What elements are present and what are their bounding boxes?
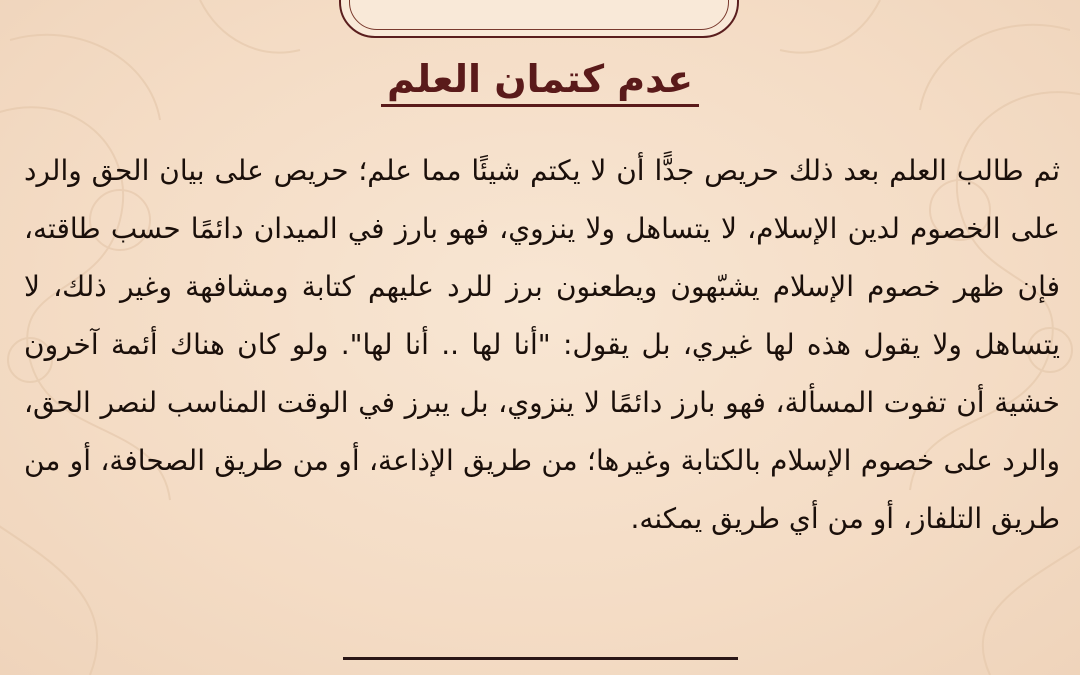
- title-banner-frame: [339, 0, 739, 38]
- footer-divider: [343, 657, 738, 660]
- section-heading: [0, 56, 1080, 107]
- body-paragraph: ثم طالب العلم بعد ذلك حريص جدًّا أن لا يكتم شيئًا مما علم؛ حريص على بيان الحق والرد على الخصوم لدين الإسلام، لا يتساهل ولا ينزوي، فهو بارز في الميدان دائمًا حسب طاقته، فإن ظهر خصوم الإسلام يشبّهون ويطعنون برز للرد عليهم كتابة ومشافهة وغير ذلك، لا يتساهل ولا يقول هذه لها غيري، بل يقول: "أنا لها .. أنا لها". ولو كان هناك أئمة آخرون خشية أن تفوت المسألة، فهو بارز دائمًا لا ينزوي، بل يبرز في الوقت المناسب لنصر الحق، والرد على خصوم الإسلام بالكتابة وغيرها؛ من طريق الإذاعة، أو من طريق الصحافة، أو من طريق التلفاز، أو من أي طريق يمكنه.: [24, 154, 1060, 535]
- section-heading-text: عدم كتمان العلم: [381, 56, 699, 107]
- title-banner-inner-frame: [349, 0, 729, 30]
